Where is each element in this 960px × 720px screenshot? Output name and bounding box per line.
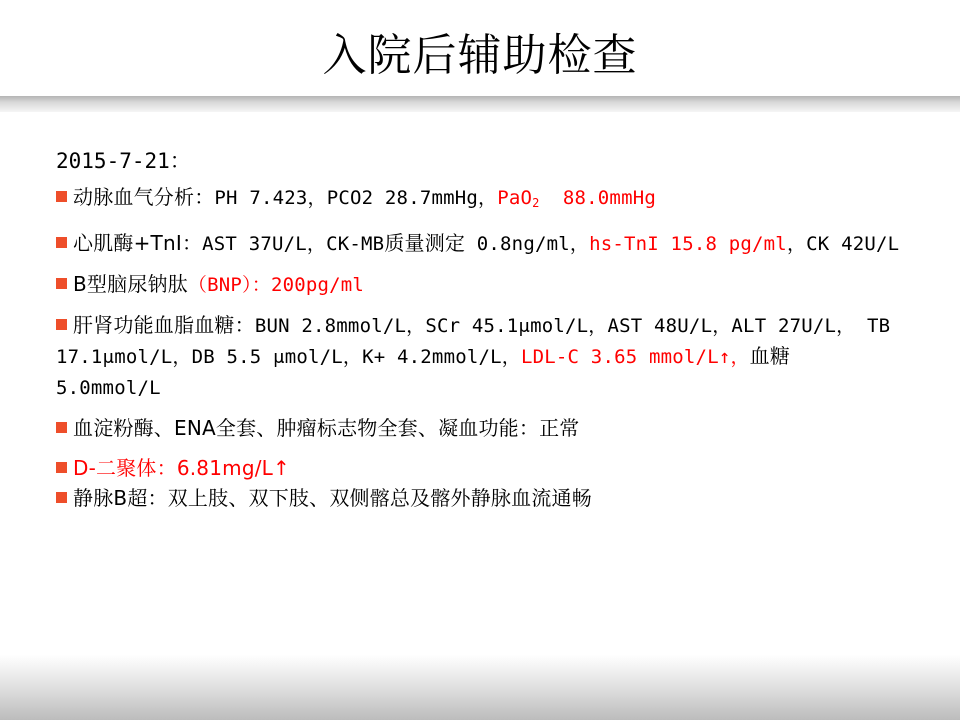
square-bullet-icon — [56, 237, 67, 248]
normal-results-text: 血淀粉酶、ENA全套、肿瘤标志物全套、凝血功能：正常 — [73, 416, 580, 440]
bnp-value: （BNP）：200pg/ml — [187, 274, 365, 296]
bnp-label: B型脑尿钠肽 — [73, 272, 188, 296]
square-bullet-icon — [56, 191, 67, 202]
cardiac-enzymes-item — [56, 228, 906, 259]
hs-tni-value: hs-TnI 15.8 pg/ml — [589, 233, 787, 255]
cardiac-enzymes-values-a: AST 37U/L，CK-MB — [202, 233, 385, 255]
ultrasound-item — [56, 483, 906, 513]
blood-gas-label: 动脉血气分析： — [73, 185, 215, 209]
metabolic-panel-label: 肝肾功能血脂血糖： — [73, 313, 255, 337]
ultrasound-text: 静脉B超：双上肢、双下肢、双侧髂总及髂外静脉血流通畅 — [73, 486, 592, 510]
bnp-item — [56, 269, 906, 300]
exam-date: 2015-7-21： — [56, 149, 191, 173]
square-bullet-icon — [56, 278, 67, 289]
glucose-value: 5.0mmol/L — [56, 377, 161, 399]
cardiac-enzymes-label: 心肌酶+TnI： — [73, 231, 203, 255]
d-dimer-text: D-二聚体：6.81mg/L↑ — [73, 456, 290, 480]
square-bullet-icon — [56, 422, 67, 433]
pao2-label: PaO$_2$ 88.0mmHg — [497, 187, 656, 210]
d-dimer-item — [56, 453, 906, 483]
exam-results — [56, 144, 906, 523]
square-bullet-icon — [56, 462, 67, 473]
square-bullet-icon — [56, 319, 67, 330]
metabolic-panel-item — [56, 310, 906, 403]
ldl-c-value: LDL-C 3.65 mmol/L↑， — [520, 346, 750, 368]
blood-gas-values: PH 7.423，PCO2 28.7mmHg， — [214, 187, 498, 209]
glucose-label: 血糖 — [749, 344, 791, 368]
header-divider-band — [0, 96, 960, 112]
page-title: 入院后辅助检查 — [322, 30, 638, 81]
cardiac-enzymes-mid-label: 质量测定 — [384, 231, 466, 255]
square-bullet-icon — [56, 492, 67, 503]
blood-gas-item — [56, 182, 906, 218]
normal-results-item — [56, 413, 906, 443]
metabolic-panel-values: BUN 2.8mmol/L，SCr 45.1μmol/L，AST 48U/L，ALT 27U/L， TB 17.1μmol/L，DB 5.5 μmol/L，K+ 4.2mmol/L， — [56, 315, 891, 368]
footer-band — [0, 655, 960, 720]
ck-value: ，CK 42U/L — [786, 233, 900, 255]
cardiac-enzymes-values-b: 0.8ng/ml， — [465, 233, 590, 255]
